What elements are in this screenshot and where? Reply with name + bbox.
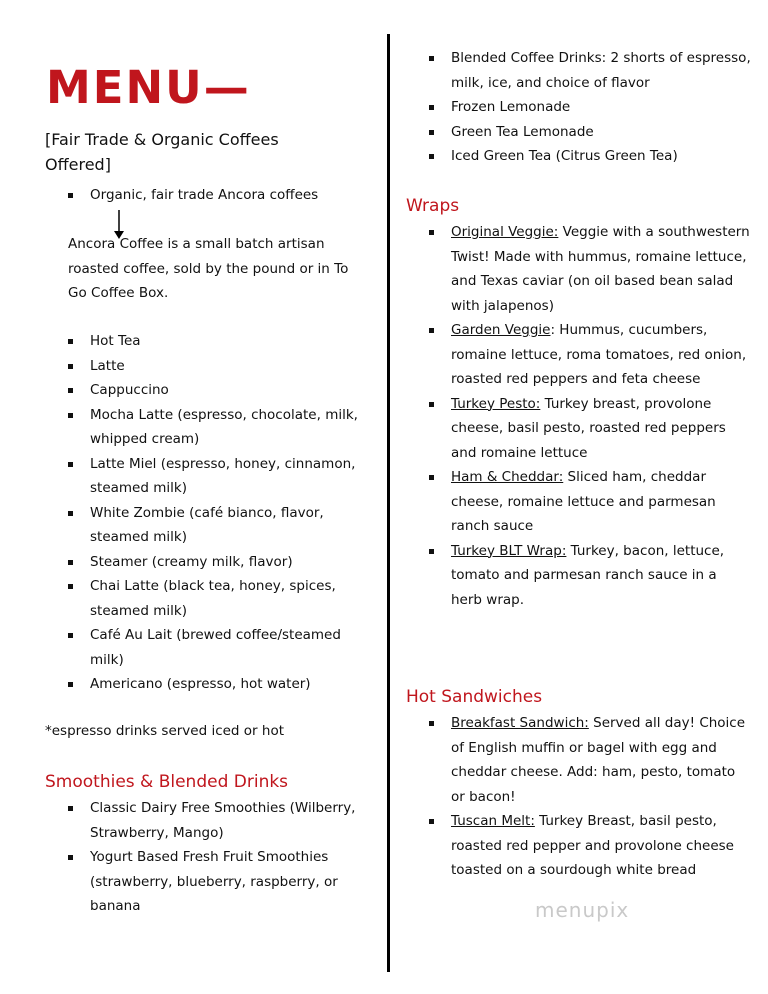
bullet-icon [68, 855, 73, 860]
bullet-icon [429, 154, 434, 159]
menu-item [451, 711, 751, 809]
menu-item [451, 465, 751, 539]
list-item: Latte Miel (espresso, honey, cinnamon, steamed milk) [90, 452, 375, 501]
bullet-icon [68, 388, 73, 393]
bullet-icon [429, 56, 434, 61]
item-name: Breakfast Sandwich: [451, 715, 589, 731]
menu-item [451, 392, 751, 466]
menu-item [451, 318, 751, 392]
list-item: Classic Dairy Free Smoothies (Wilberry, Strawberry, Mango) [90, 796, 380, 845]
item-name: Ham & Cheddar: [451, 469, 564, 485]
bullet-icon [68, 633, 73, 638]
bullet-icon [68, 511, 73, 516]
item-name: Tuscan Melt: [451, 813, 535, 829]
hot-sandwiches-list [451, 711, 751, 883]
bullet-icon [429, 475, 434, 480]
item-name: Garden Veggie [451, 322, 551, 338]
list-item: Cappuccino [90, 378, 375, 403]
list-item: Mocha Latte (espresso, chocolate, milk, whipped cream) [90, 403, 375, 452]
watermark: menupix [535, 898, 630, 922]
bullet-icon [68, 462, 73, 467]
bullet-icon [429, 819, 434, 824]
list-item: Chai Latte (black tea, honey, spices, steamed milk) [90, 574, 375, 623]
drinks-list [90, 329, 375, 697]
bullet-icon [68, 584, 73, 589]
menu-item [451, 220, 751, 318]
hot-sandwiches-heading: Hot Sandwiches [406, 687, 543, 707]
wraps-list [451, 220, 751, 612]
list-item: Latte [90, 354, 375, 379]
bullet-icon [429, 105, 434, 110]
organic-list [90, 183, 380, 208]
bullet-icon [429, 402, 434, 407]
list-item: Café Au Lait (brewed coffee/steamed milk) [90, 623, 375, 672]
list-item: Frozen Lemonade [451, 95, 751, 120]
list-item: Americano (espresso, hot water) [90, 672, 375, 697]
espresso-note: *espresso drinks served iced or hot [45, 723, 284, 739]
smoothies-list [90, 796, 380, 919]
bullet-icon [68, 806, 73, 811]
bullet-icon [68, 364, 73, 369]
bullet-icon [68, 339, 73, 344]
ancora-description: Ancora Coffee is a small batch artisan roasted coffee, sold by the pound or in To Go Coffee Box. [68, 236, 349, 301]
list-item: Iced Green Tea (Citrus Green Tea) [451, 144, 751, 169]
item-description: Veggie with a southwestern Twist! Made with hummus, romaine lettuce, and Texas caviar (on oil based bean salad with jalapenos) [451, 224, 750, 314]
bullet-icon [429, 549, 434, 554]
bullet-icon [429, 130, 434, 135]
bullet-icon [429, 230, 434, 235]
item-description: Turkey, bacon, lettuce, tomato and parmesan ranch sauce in a herb wrap. [451, 542, 725, 608]
column-divider [387, 34, 390, 972]
smoothies-heading: Smoothies & Blended Drinks [45, 772, 289, 792]
bullet-icon [68, 682, 73, 687]
list-item: Yogurt Based Fresh Fruit Smoothies (strawberry, blueberry, raspberry, or banana [90, 845, 380, 919]
item-name: Turkey Pesto: [451, 395, 541, 412]
list-item: Hot Tea [90, 329, 375, 354]
item-name: Turkey BLT Wrap: [451, 542, 567, 559]
bullet-icon [68, 193, 73, 198]
wraps-heading: Wraps [406, 196, 460, 216]
item-description: Turkey breast, provolone cheese, basil pesto, roasted red peppers and romaine lettuce [451, 395, 726, 461]
subtitle: [Fair Trade & Organic Coffees Offered] [45, 130, 279, 174]
bullet-icon [429, 328, 434, 333]
page-title: MENU— [46, 61, 251, 114]
item-description: Sliced ham, cheddar cheese, romaine lettuce and parmesan ranch sauce [451, 469, 716, 534]
item-description: Served all day! Choice of English muffin or bagel with egg and cheddar cheese. Add: ham, pesto, tomato or bacon! [451, 715, 746, 805]
item-name: Original Veggie: [451, 224, 559, 240]
menu-item [451, 539, 751, 613]
list-item: Blended Coffee Drinks: 2 shorts of espresso, milk, ice, and choice of flavor [451, 46, 751, 95]
list-item: Steamer (creamy milk, flavor) [90, 550, 375, 575]
item-description: Turkey Breast, basil pesto, roasted red pepper and provolone cheese toasted on a sourdough white bread [451, 813, 734, 878]
bullet-icon [68, 560, 73, 565]
list-item: Organic, fair trade Ancora coffees [90, 183, 380, 208]
list-item: Green Tea Lemonade [451, 120, 751, 145]
list-item: White Zombie (café bianco, flavor, steamed milk) [90, 501, 375, 550]
bullet-icon [429, 721, 434, 726]
menu-item [451, 809, 751, 883]
blended-drinks-list [451, 46, 751, 169]
bullet-icon [68, 413, 73, 418]
item-description: : Hummus, cucumbers, romaine lettuce, roma tomatoes, red onion, roasted red peppers and feta cheese [451, 322, 747, 387]
